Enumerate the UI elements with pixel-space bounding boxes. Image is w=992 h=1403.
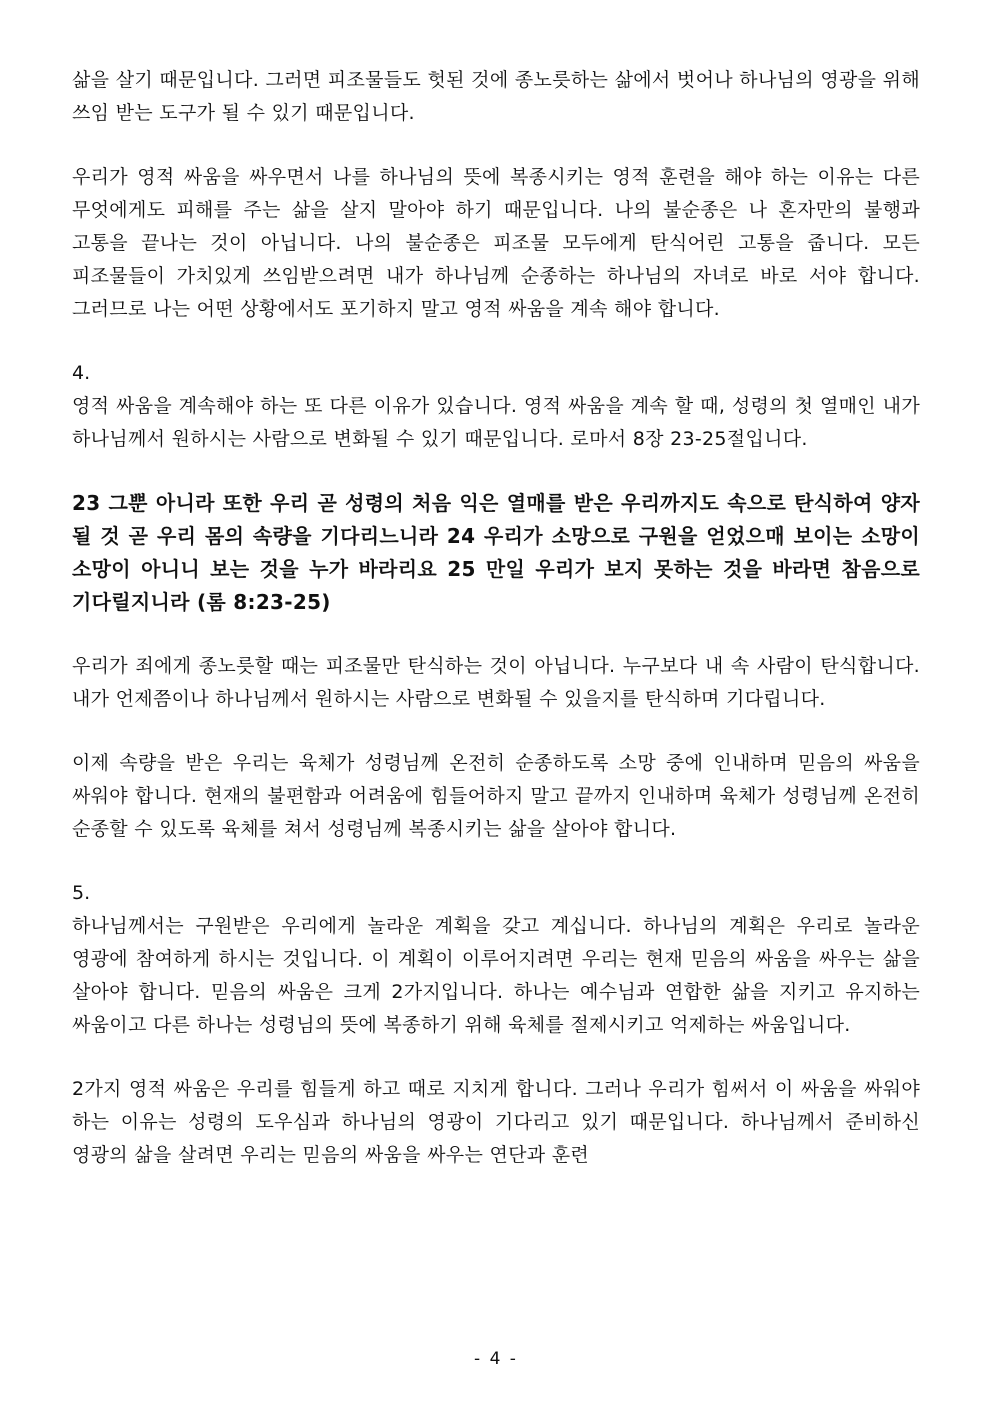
paragraph-2: 우리가 영적 싸움을 싸우면서 나를 하나님의 뜻에 복종시키는 영적 훈련을 해야 하는 이유는 다른 무엇에게도 피해를 주는 삶을 살지 말아야 하기 때문입니다. 나의 불순종은 나 혼자만의 불행과 고통을 끝나는 것이 아닙니다. 나의 불순종은 피조물 모두에게 탄식어린 고통을 줍니다. 모든 피조물들이 가치있게 쓰임받으려면 내가 하나님께 순종하는 하나님의 자녀로 바로 서야 합니다. 그러므로 나는 어떤 상황에서도 포기하지 말고 영적 싸움을 계속 해야 합니다. — [72, 166, 920, 320]
paragraph-5: 이제 속량을 받은 우리는 육체가 성령님께 온전히 순종하도록 소망 중에 인내하며 믿음의 싸움을 싸워야 합니다. 현재의 불편함과 어려움에 힘들어하지 말고 끝까지 인내하며 육체가 성령님께 온전히 순종할 수 있도록 육체를 쳐서 성령님께 복종시키는 삶을 살아야 합니다. — [72, 752, 920, 840]
paragraph-4: 우리가 죄에게 종노릇할 때는 피조물만 탄식하는 것이 아닙니다. 누구보다 내 속 사람이 탄식합니다. 내가 언제쯤이나 하나님께서 원하시는 사람으로 변화될 수 있을지를 탄식하며 기다립니다. — [72, 655, 920, 710]
page-number: - 4 - — [474, 1349, 518, 1369]
section-number-5: 5. — [72, 882, 91, 904]
document-body — [72, 64, 920, 1172]
paragraph-7: 2가지 영적 싸움은 우리를 힘들게 하고 때로 지치게 합니다. 그러나 우리가 힘써서 이 싸움을 싸워야 하는 이유는 성령의 도우심과 하나님의 영광이 기다리고 있기 때문입니다. 하나님께서 준비하신 영광의 삶을 살려면 우리는 믿음의 싸움을 싸우는 연단과 훈련 — [72, 1078, 920, 1166]
paragraph-1: 삶을 살기 때문입니다. 그러면 피조물들도 헛된 것에 종노릇하는 삶에서 벗어나 하나님의 영광을 위해 쓰임 받는 도구가 될 수 있기 때문입니다. — [72, 69, 920, 124]
scripture-quote: 23 그뿐 아니라 또한 우리 곧 성령의 처음 익은 열매를 받은 우리까지도 속으로 탄식하여 양자 될 것 곧 우리 몸의 속량을 기다리느니라 24 우리가 소망으로 구원을 얻었으매 보이는 소망이 소망이 아니니 보는 것을 누가 바라리요 25 만일 우리가 보지 못하는 것을 바라면 참음으로 기다릴지니라 (롬 8:23-25) — [72, 491, 920, 614]
paragraph-3: 영적 싸움을 계속해야 하는 또 다른 이유가 있습니다. 영적 싸움을 계속 할 때, 성령의 첫 열매인 내가 하나님께서 원하시는 사람으로 변화될 수 있기 때문입니다. 로마서 8장 23-25절입니다. — [72, 395, 920, 450]
section-number-4: 4. — [72, 362, 91, 384]
paragraph-6: 하나님께서는 구원받은 우리에게 놀라운 계획을 갖고 계십니다. 하나님의 계획은 우리로 놀라운 영광에 참여하게 하시는 것입니다. 이 계획이 이루어지려면 우리는 현재 믿음의 싸움을 싸우는 삶을 살아야 합니다. 믿음의 싸움은 크게 2가지입니다. 하나는 예수님과 연합한 삶을 지키고 유지하는 싸움이고 다른 하나는 성령님의 뜻에 복종하기 위해 육체를 절제시키고 억제하는 싸움입니다. — [72, 915, 920, 1036]
